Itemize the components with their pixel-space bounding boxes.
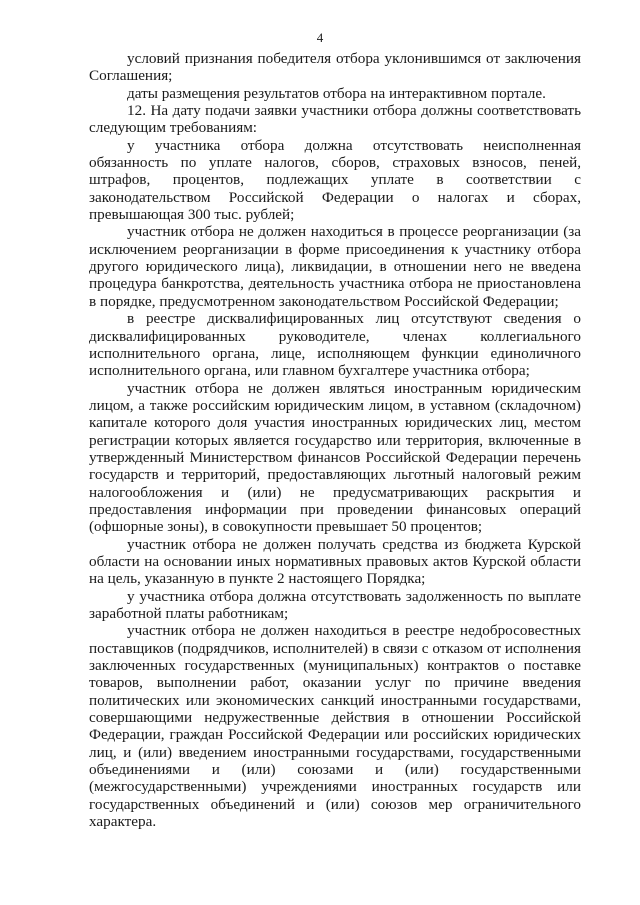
page-number: 4: [316, 30, 324, 45]
paragraph: участник отбора не должен находиться в реестре недобросовестных поставщиков (подрядчиков, исполнителей) в связи с отказом от исполнения заключенных государственных (муниципальных) контрактов о поставке товаров, выполнении работ, оказании услуг по причине введения политических или экономических санкций иностранными государствами, совершающими недружественные действия в отношении Российской Федерации, граждан Российской Федерации или российских юридических лиц, и (или) введением иностранными государствами, государственными объединениями и (или) союзами и (или) государственными (межгосударственными) учреждениями иностранных государств или государственных объединений и (или) союзов мер ограничительного характера.: [89, 622, 581, 831]
paragraph: участник отбора не должен получать средства из бюджета Курской области на основании иных нормативных правовых актов Курской области на цель, указанную в пункте 2 настоящего Порядка;: [89, 535, 581, 588]
paragraph: у участника отбора должна отсутствовать задолженность по выплате заработной платы работникам;: [89, 587, 581, 622]
paragraph: участник отбора не должен находиться в процессе реорганизации (за исключением реорганизации в форме присоединения к участнику отбора другого юридического лица), ликвидации, в отношении него не введена процедура банкротства, деятельность участника отбора не приостановлена в порядке, предусмотренном законодательством Российской Федерации;: [89, 223, 581, 310]
paragraph: условий признания победителя отбора уклонившимся от заключения Соглашения;: [89, 50, 581, 85]
paragraph: у участника отбора должна отсутствовать неисполненная обязанность по уплате налогов, сборов, страховых взносов, пеней, штрафов, процентов, подлежащих уплате в соответствии с законодательством Российской Федерации о налогах и сборах, превышающая 300 тыс. рублей;: [89, 136, 581, 224]
paragraph: участник отбора не должен являться иностранным юридическим лицом, а также российским юридическим лицом, в уставном (складочном) капитале которого доля участия иностранных юридических лиц, местом регистрации которых является государство или территория, включенные в утвержденный Министерством финансов Российской Федерации перечень государств и территорий, предоставляющих льготный налоговый режим налогообложения и (или) не предусматривающих раскрытия и предоставления информации при проведении финансовых операций (офшорные зоны), в совокупности превышает 50 процентов;: [89, 379, 581, 536]
paragraph: в реестре дисквалифицированных лиц отсутствуют сведения о дисквалифицированных руководителе, членах коллегиального исполнительного органа, лице, исполняющем функции единоличного исполнительного органа, или главном бухгалтере участника отбора;: [89, 310, 581, 380]
document-body: [89, 50, 581, 830]
paragraph: 12. На дату подачи заявки участники отбора должны соответствовать следующим требованиям:: [89, 102, 581, 137]
paragraph: даты размещения результатов отбора на интерактивном портале.: [127, 84, 546, 102]
